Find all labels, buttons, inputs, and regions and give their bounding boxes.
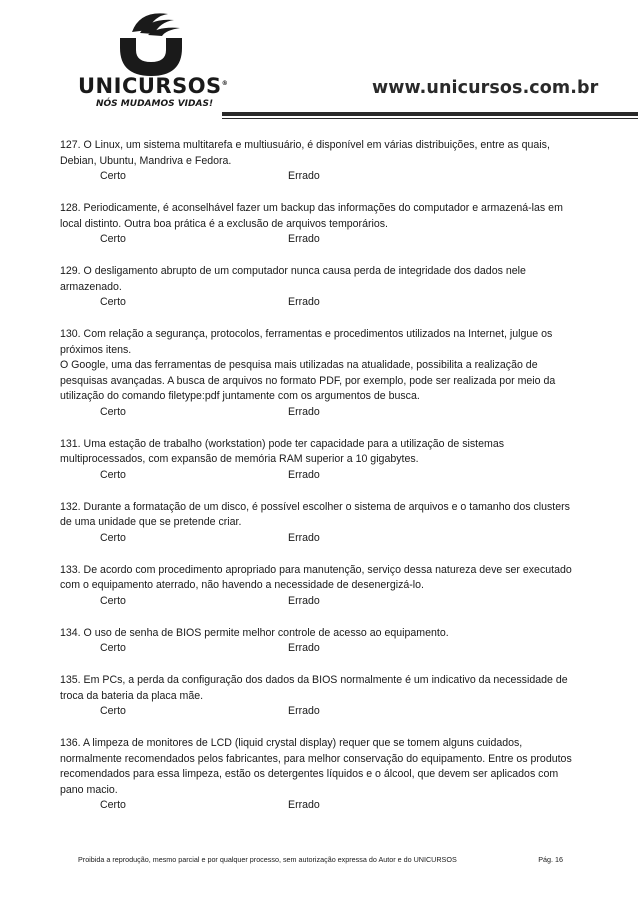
question-131 xyxy=(60,437,580,484)
question-134 xyxy=(60,626,580,657)
option-errado: Errado xyxy=(288,642,320,654)
page-header xyxy=(0,0,638,120)
answer-options xyxy=(60,798,580,814)
question-127 xyxy=(60,138,580,185)
option-certo: Certo xyxy=(100,705,126,717)
option-certo: Certo xyxy=(100,642,126,654)
answer-options xyxy=(60,295,580,311)
header-rule-thin xyxy=(222,118,638,119)
option-errado: Errado xyxy=(288,233,320,245)
question-133 xyxy=(60,563,580,610)
option-certo: Certo xyxy=(100,531,126,544)
answer-options xyxy=(60,405,580,421)
question-129 xyxy=(60,264,580,311)
brand-name: UNICURSOS® xyxy=(78,74,229,98)
question-text-detail: O Google, uma das ferramentas de pesquisa mais utilizadas na atualidade, possibilita a realização de pesquisas avançadas. A busca de arquivos no formato PDF, por exemplo, pode ser realizada por meio da utilização do comando filetype:pdf juntamente com os argumentos de busca. xyxy=(60,359,556,402)
question-128 xyxy=(60,201,580,248)
question-text: 127. O Linux, um sistema multitarefa e multiusuário, é disponível em várias distribuições, entre as quais, Debian, Ubuntu, Mandriva e Fedora. xyxy=(60,139,550,167)
question-text: 136. A limpeza de monitores de LCD (liquid crystal display) requer que se tomem alguns cuidados, normalmente recomendados pelos fabricantes, para melhor conservação do equipamento. Entre os produtos recomendados para essa limpeza, estão os detergentes líquidos e o álcool, que devem ser aplicados com pano macio. xyxy=(60,737,572,796)
question-text: 133. De acordo com procedimento apropriado para manutenção, serviço dessa natureza deve ser executado com o equipamento aterrado, não havendo a necessidade de desenergizá-lo. xyxy=(60,563,572,591)
option-errado: Errado xyxy=(288,799,320,811)
question-text: 131. Uma estação de trabalho (workstation) pode ter capacidade para a utilização de sistemas multiprocessados, com expansão de memória RAM superior a 10 gigabytes. xyxy=(60,437,505,465)
answer-options xyxy=(60,468,580,484)
option-errado: Errado xyxy=(288,170,320,182)
option-certo: Certo xyxy=(100,296,126,308)
question-list xyxy=(60,138,580,830)
option-errado: Errado xyxy=(288,594,320,607)
page-number: Pág. 16 xyxy=(538,855,563,864)
option-certo: Certo xyxy=(100,799,126,811)
brand-slogan: NÓS MUDAMOS VIDAS! xyxy=(96,99,214,109)
answer-options xyxy=(60,641,580,657)
copyright-notice: Proibida a reprodução, mesmo parcial e por qualquer processo, sem autorização expressa do Autor e do UNICURSOS xyxy=(78,855,457,864)
question-text: 135. Em PCs, a perda da configuração dos dados da BIOS normalmente é um indicativo da necessidade de troca da bateria da placa mãe. xyxy=(60,674,568,702)
option-errado: Errado xyxy=(288,468,320,481)
option-certo: Certo xyxy=(100,405,126,418)
option-certo: Certo xyxy=(100,170,126,182)
unicursos-logo-icon xyxy=(116,8,186,78)
answer-options xyxy=(60,169,580,185)
question-text: 128. Periodicamente, é aconselhável fazer um backup das informações do computador e armazená-las em local distinto. Outra boa prática é a exclusão de arquivos temporários. xyxy=(60,202,563,230)
answer-options xyxy=(60,594,580,610)
header-rule xyxy=(222,112,638,116)
question-text: 134. O uso de senha de BIOS permite melhor controle de acesso ao equipamento. xyxy=(60,626,449,639)
option-certo: Certo xyxy=(100,594,126,607)
question-132 xyxy=(60,500,580,547)
option-errado: Errado xyxy=(288,405,320,418)
question-text: 130. Com relação a segurança, protocolos, ferramentas e procedimentos utilizados na Internet, julgue os próximos itens. xyxy=(60,328,553,356)
option-errado: Errado xyxy=(288,705,320,717)
option-errado: Errado xyxy=(288,296,320,308)
answer-options xyxy=(60,232,580,248)
question-135 xyxy=(60,673,580,720)
website-url: www.unicursos.com.br xyxy=(372,78,599,98)
question-136 xyxy=(60,736,580,814)
question-130 xyxy=(60,327,580,420)
option-certo: Certo xyxy=(100,468,126,481)
page-footer xyxy=(78,855,563,864)
answer-options xyxy=(60,704,580,720)
option-certo: Certo xyxy=(100,233,126,245)
answer-options xyxy=(60,531,580,547)
question-text: 129. O desligamento abrupto de um computador nunca causa perda de integridade dos dados nele armazenado. xyxy=(60,265,526,293)
question-text: 132. Durante a formatação de um disco, é possível escolher o sistema de arquivos e o tamanho dos clusters de uma unidade que se pretende criar. xyxy=(60,500,570,528)
option-errado: Errado xyxy=(288,531,320,544)
